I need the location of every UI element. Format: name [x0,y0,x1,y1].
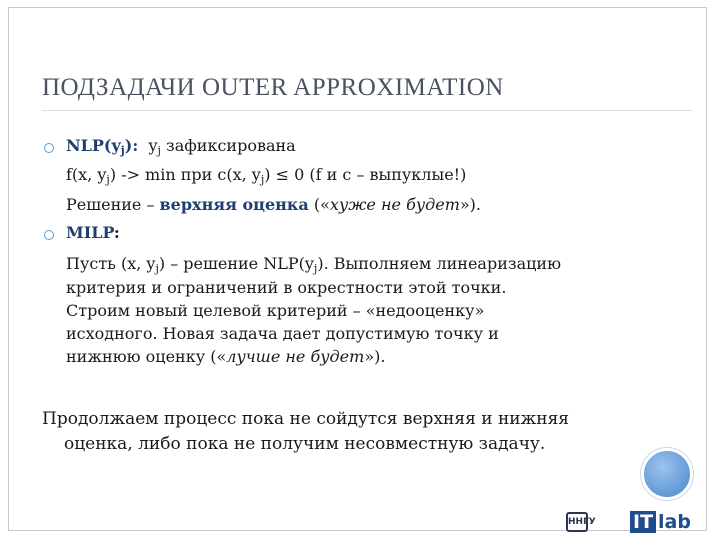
decorative-circle [641,448,693,500]
milp-line: исходного. Новая задача дает допустимую точку и [66,324,499,343]
milp-line: нижнюю оценку («лучше не будет»). [66,347,386,366]
slide-title: ПОДЗАДАЧИ OUTER APPROXIMATION [42,74,504,101]
milp-line: критерия и ограничений в окрестности этой точки. [66,278,507,297]
nlp-formula: f(x, $y_j) -> \min$ при c(x, $y_j) \le 0$ (f и c – выпуклые!) [66,165,467,186]
university-logo-icon: ННГУ [566,512,588,532]
milp-line: Пусть (x, $y_j$) – решение $NLP(y_j)$. Выполняем линеаризацию [66,254,562,275]
nlp-heading [66,135,296,157]
nlp-label: $NLP(y_j)$: [66,136,139,157]
conclusion-paragraph [42,407,632,457]
nlp-solution: Решение – верхняя оценка («хуже не будет»). [66,195,482,214]
conclusion-line: оценка, либо пока не получим несовместную задачу. [64,434,546,454]
nlp-description: $y_j$ зафиксирована [148,136,296,157]
itlab-logo: IT lab [626,509,695,535]
bullet-icon [44,143,54,153]
bullet-icon [44,230,54,240]
milp-line: Строим новый целевой критерий – «недооценку» [66,301,485,320]
conclusion-line: Продолжаем процесс пока не сойдутся верхняя и нижняя [42,409,570,429]
milp-heading: MILP: [66,223,120,242]
logo [566,509,716,535]
